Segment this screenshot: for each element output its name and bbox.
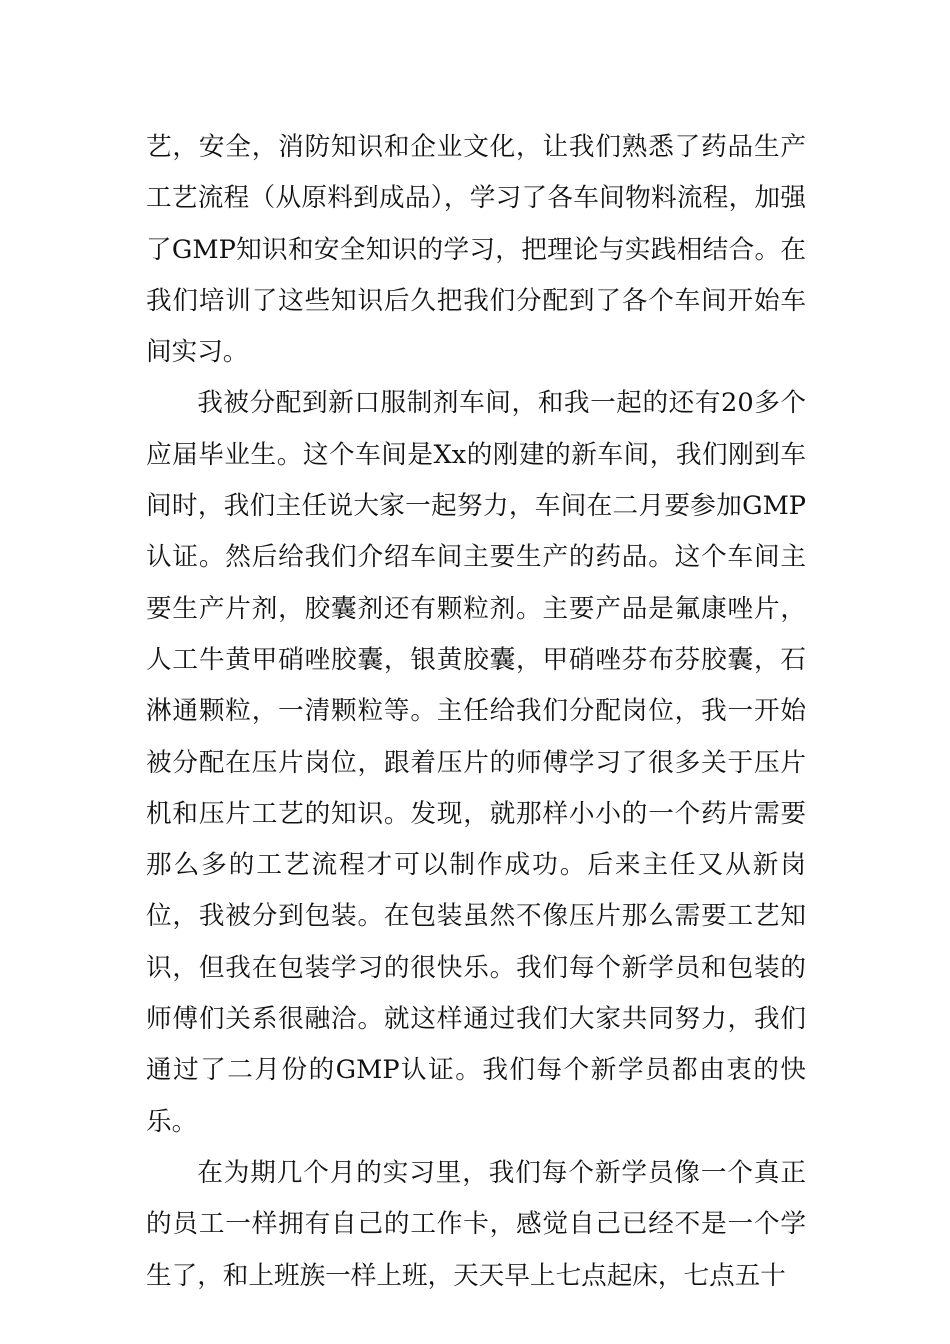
paragraph-3: 在为期几个月的实习里，我们每个新学员像一个真正的员工一样拥有自己的工作卡，感觉自己已经不是一个学生了，和上班族一样上班，天天早上七点起床，七点五十 [146,1157,806,1291]
paragraph-1: 艺，安全，消防知识和企业文化，让我们熟悉了药品生产工艺流程（从原料到成品），学习了各车间物料流程，加强了GMP知识和安全知识的学习，把理论与实践相结合。在我们培训了这些知识后久把我们分配到了各个车间开始车间实习。 [146,132,806,368]
paragraph-2: 我被分配到新口服制剂车间，和我一起的还有20多个应届毕业生。这个车间是Xx的刚建的新车间，我们刚到车间时，我们主任说大家一起努力，车间在二月要参加GMP认证。然后给我们介绍车间主要生产的药品。这个车间主要生产片剂，胶囊剂还有颗粒剂。主要产品是氟康唑片，人工牛黄甲硝唑胶囊，银黄胶囊，甲硝唑芬布芬胶囊，石淋通颗粒，一清颗粒等。主任给我们分配岗位，我一开始被分配在压片岗位，跟着压片的师傅学习了很多关于压片机和压片工艺的知识。发现，就那样小小的一个药片需要那么多的工艺流程才可以制作成功。后来主任又从新岗位，我被分到包装。在包装虽然不像压片那么需要工艺知识，但我在包装学习的很快乐。我们每个新学员和包装的师傅们关系很融洽。就这样通过我们大家共同努力，我们通过了二月份的GMP认证。我们每个新学员都由衷的快乐。 [146,388,806,1137]
document-body [146,122,806,1302]
